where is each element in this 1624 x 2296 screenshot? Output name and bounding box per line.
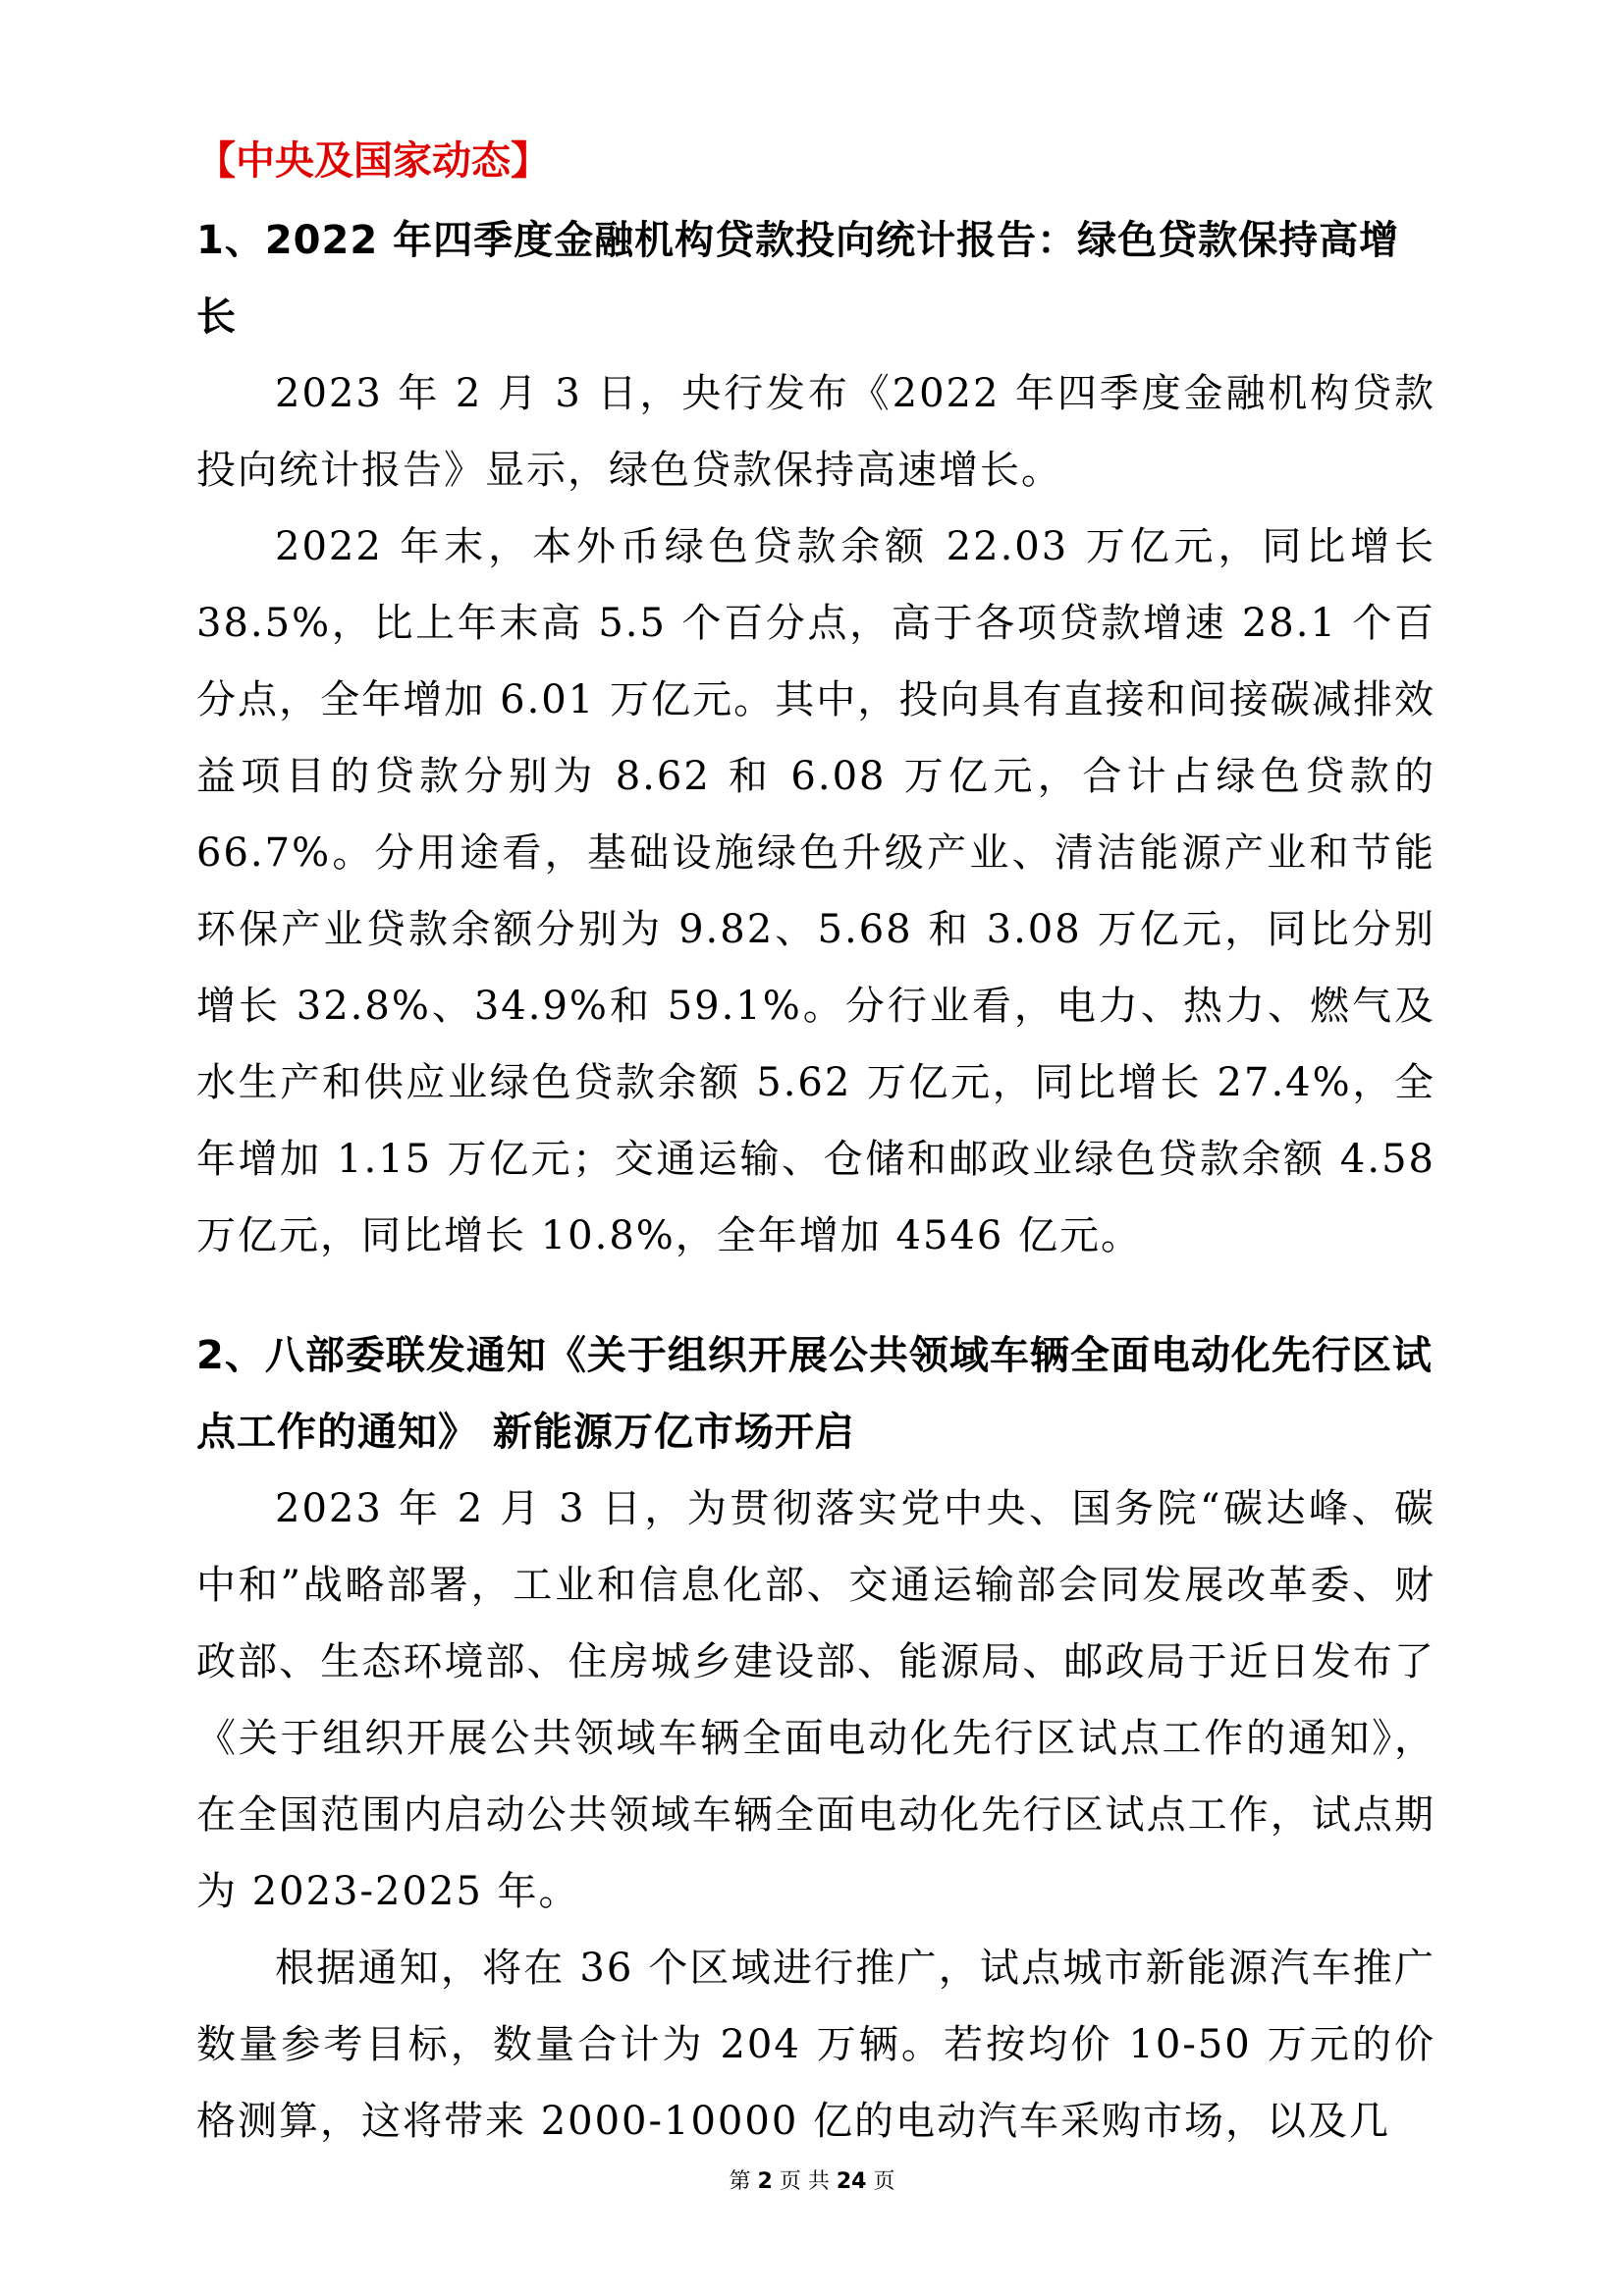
article-title: 2、八部委联发通知《关于组织开展公共领域车辆全面电动化先行区试点工作的通知》 新能源万亿市场开启 [196,1333,1433,1455]
article-paragraph: 2023 年 2 月 3 日，央行发布《2022 年四季度金融机构贷款投向统计报告》显示，绿色贷款保持高速增长。 [196,371,1435,493]
page-content [196,128,1435,2160]
section-tag: 【中央及国家动态】 [196,138,550,184]
footer-middle: 页 共 [779,2169,830,2194]
footer-page-number: 2 [757,2169,773,2194]
footer-total-pages: 24 [836,2169,867,2194]
article-paragraph: 2023 年 2 月 3 日，为贯彻落实党中央、国务院“碳达峰、碳中和”战略部署，工业和信息化部、交通运输部会同发展改革委、财政部、生态环境部、住房城乡建设部、能源局、邮政局于近日发布了《关于组织开展公共领域车辆全面电动化先行区试点工作的通知》，在全国范围内启动公共领域车辆全面电动化先行区试点工作，试点期为 2023-2025 年。 [196,1486,1435,1914]
section-spacer [196,1274,1435,1317]
article-title: 1、2022 年四季度金融机构贷款投向统计报告：绿色贷款保持高增长 [196,218,1400,340]
footer-suffix: 页 [873,2169,895,2194]
article-paragraph: 2022 年末，本外币绿色贷款余额 22.03 万亿元，同比增长 38.5%，比上年末高 5.5 个百分点，高于各项贷款增速 28.1 个百分点，全年增加 6.01 万亿元。其中，投向具有直接和间接碳减排效益项目的贷款分别为 8.62 和 6.08 万亿元，合计占绿色贷款的 66.7%。分用途看，基础设施绿色升级产业、清洁能源产业和节能环保产业贷款余额分别为 9.82、5.68 和 3.08 万亿元，同比分别增长 32.8%、34.9%和 59.1%。分行业看，电力、热力、燃气及水生产和供应业绿色贷款余额 5.62 万亿元，同比增长 27.4%，全年增加 1.15 万亿元；交通运输、仓储和邮政业绿色贷款余额 4.58 万亿元，同比增长 10.8%，全年增加 4546 亿元。 [196,524,1435,1258]
article [196,1317,1435,2160]
article-paragraph: 根据通知，将在 36 个区域进行推广，试点城市新能源汽车推广数量参考目标，数量合计为 204 万辆。若按均价 10-50 万元的价格测算，这将带来 2000-10000 亿的电动汽车采购市场，以及几 [196,1946,1435,2144]
footer-prefix: 第 [729,2169,751,2194]
article [196,202,1435,1274]
page-footer [0,2167,1624,2197]
